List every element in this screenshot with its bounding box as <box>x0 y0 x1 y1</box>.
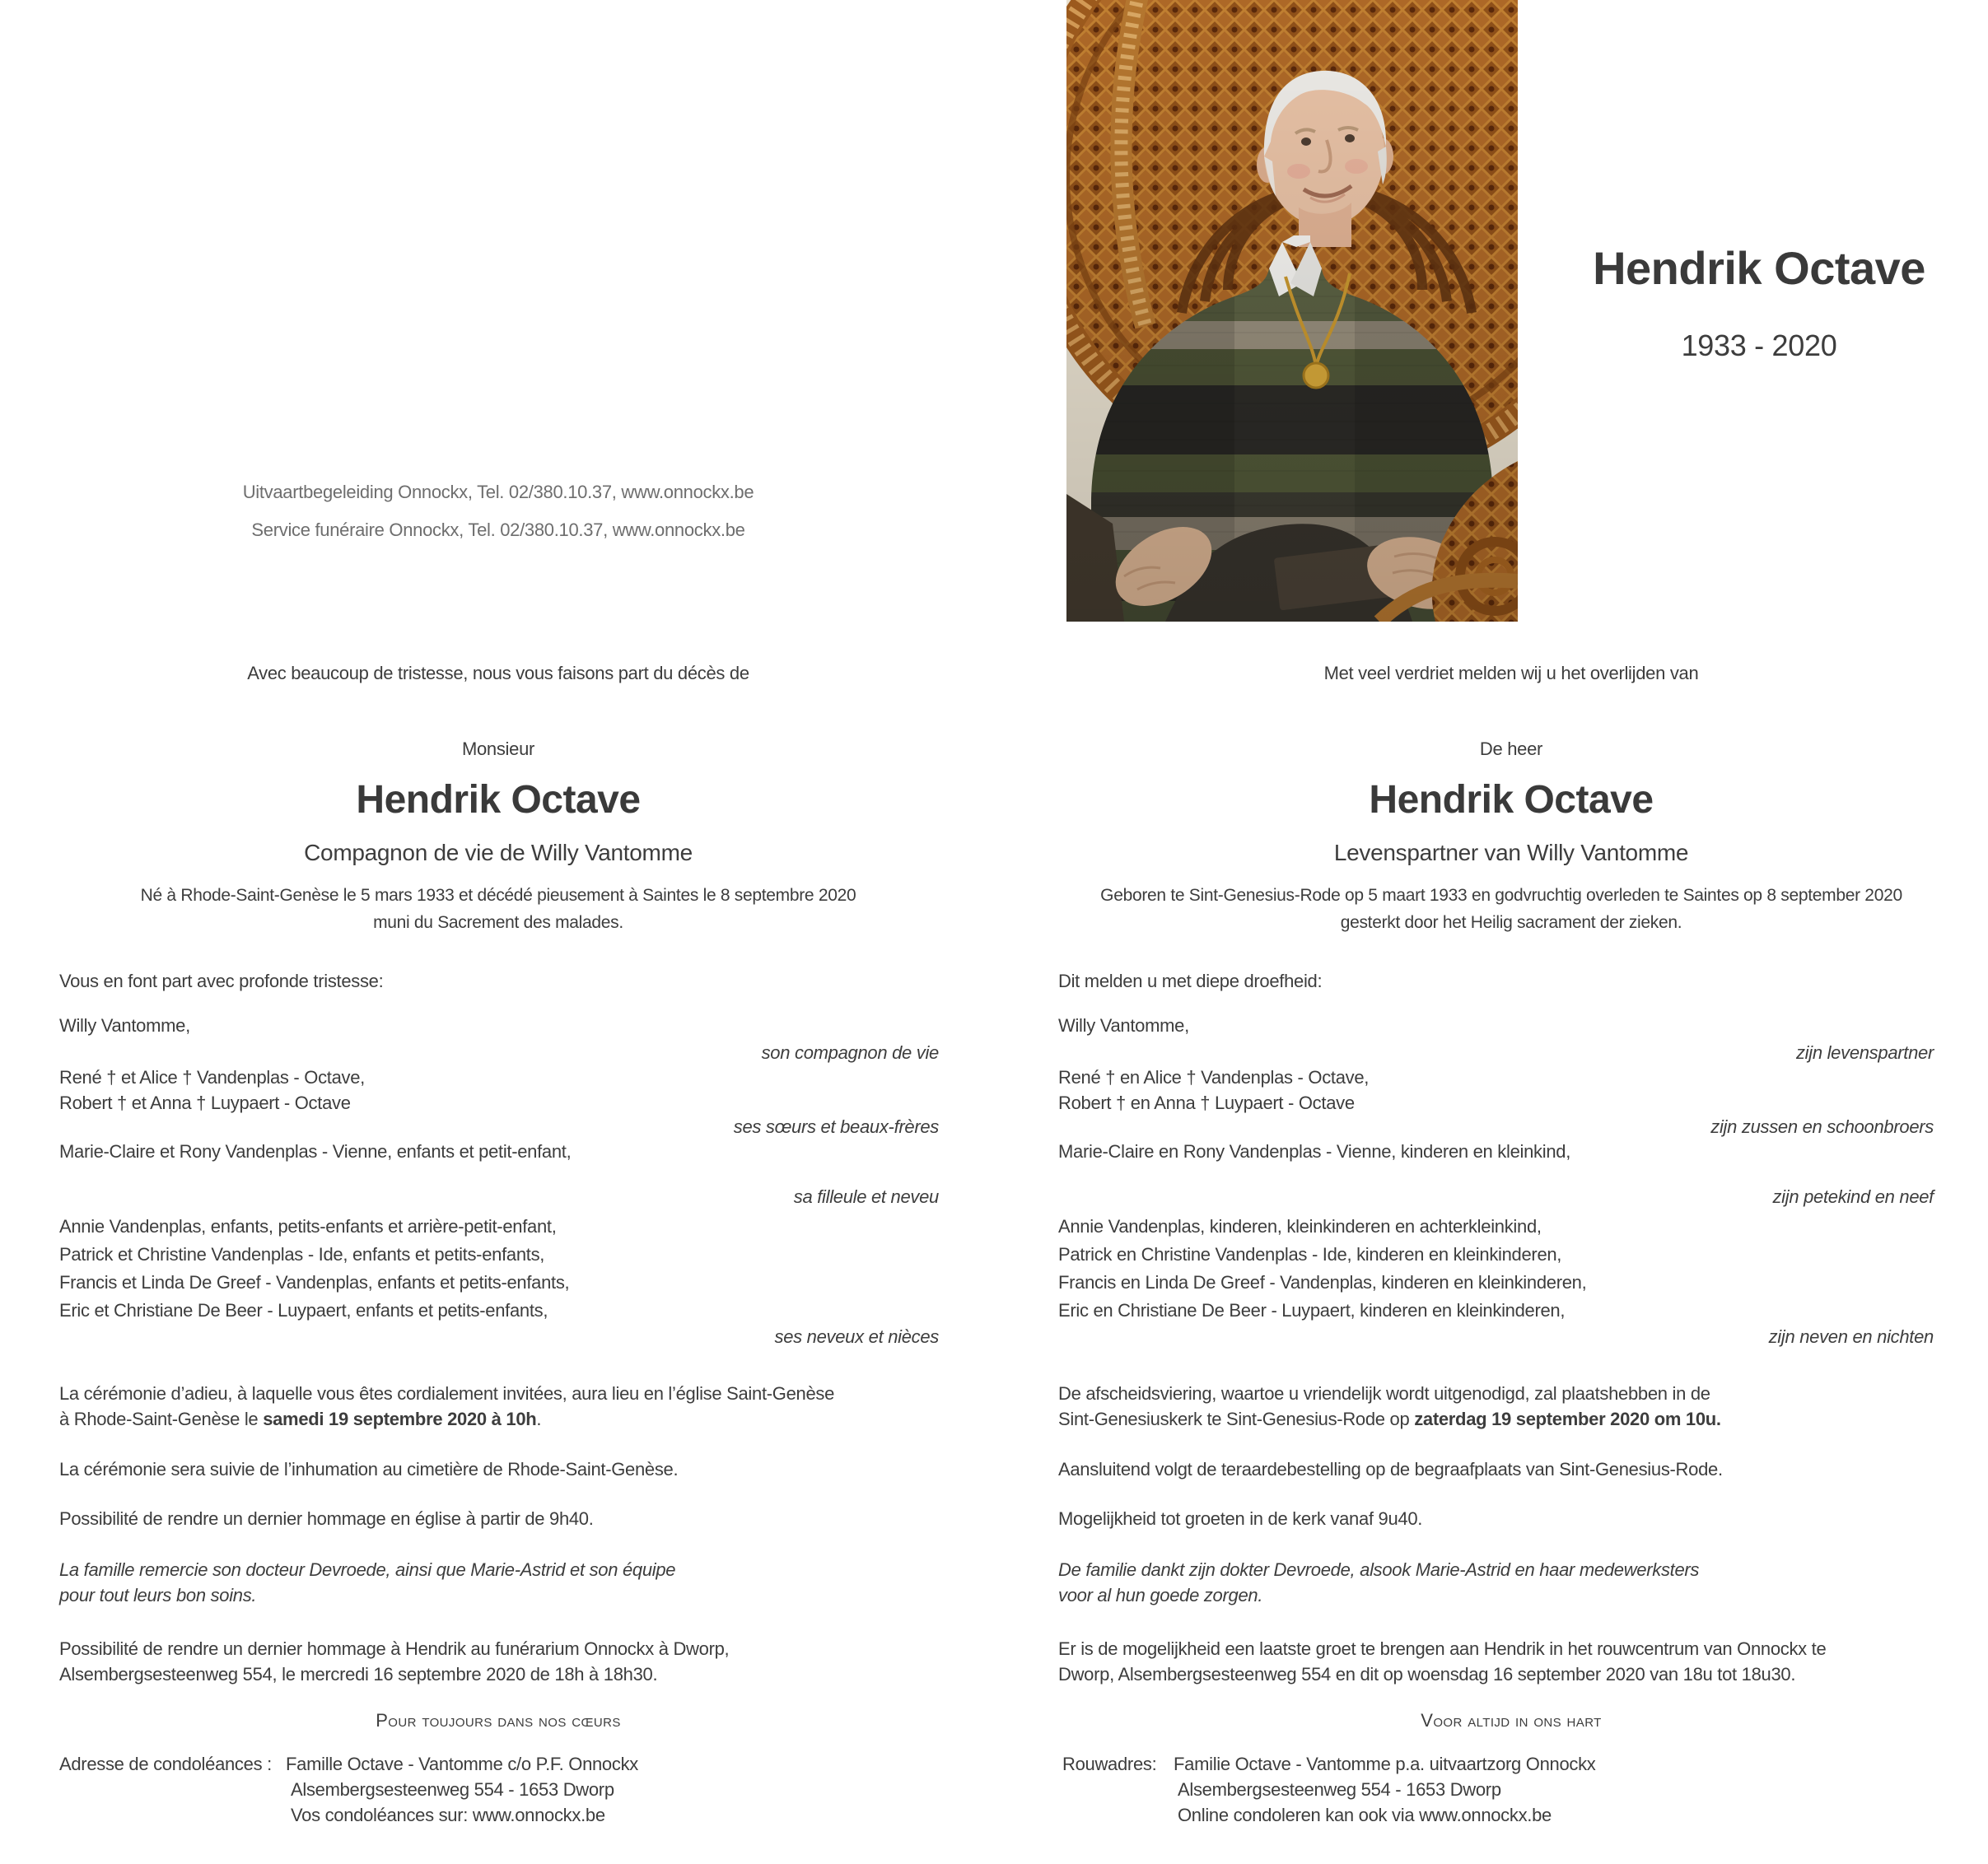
viewing-line-1: Er is de mogelijkheid een laatste groet te brengen aan Hendrik in het rouwcentrum van Onnockx te <box>1058 1638 1827 1659</box>
family-member: Robert † en Anna † Luypaert - Octave <box>1058 1093 1355 1113</box>
deceased-name: Hendrik Octave <box>1369 778 1654 822</box>
thanks-line-1: La famille remercie son docteur Devroede, ainsi que Marie-Astrid et son équipe <box>59 1559 676 1580</box>
salutation: De heer <box>1479 739 1543 759</box>
ceremony-line-2-prefix: à Rhode-Saint-Genèse le <box>59 1409 264 1429</box>
life-years: 1933 - 2020 <box>1681 329 1837 362</box>
motto-line: Pour toujours dans nos cœurs <box>376 1710 621 1731</box>
birth-death-line-2: gesterkt door het Heilig sacrament der zieken. <box>1340 913 1682 932</box>
family-member: Francis et Linda De Greef - Vandenplas, enfants et petits-enfants, <box>59 1272 570 1293</box>
family-member: Annie Vandenplas, kinderen, kleinkinderen en achterkleinkind, <box>1058 1216 1542 1237</box>
birth-death-line-1: Geboren te Sint-Genesius-Rode op 5 maart 1933 en godvruchtig overleden te Saintes op 8 september 2020 <box>1100 886 1902 905</box>
family-relation-label: zijn petekind en neef <box>1772 1186 1934 1207</box>
salutation: Monsieur <box>461 739 535 759</box>
condolence-line-1: Famille Octave - Vantomme c/o P.F. Onnockx <box>286 1754 638 1774</box>
viewing-line-1: Possibilité de rendre un dernier hommage à Hendrik au funérarium Onnockx à Dworp, <box>59 1638 730 1659</box>
family-member: Eric et Christiane De Beer - Luypaert, enfants et petits-enfants, <box>59 1300 548 1321</box>
thanks-line-1: De familie dankt zijn dokter Devroede, alsook Marie-Astrid en haar medewerksters <box>1058 1559 1700 1580</box>
condolence-line-1: Familie Octave - Vantomme p.a. uitvaartzorg Onnockx <box>1174 1754 1596 1774</box>
burial-line: Aansluitend volgt de teraardebestelling op de begraafplaats van Sint-Genesius-Rode. <box>1058 1459 1723 1480</box>
family-relation-label: son compagnon de vie <box>761 1042 939 1063</box>
condolence-label: Adresse de condoléances : <box>59 1754 272 1774</box>
ceremony-line-2-prefix: Sint-Genesiuskerk te Sint-Genesius-Rode op <box>1058 1409 1415 1429</box>
ceremony-line-2 <box>1058 1406 1721 1432</box>
announce-line: Vous en font part avec profonde tristesse: <box>59 971 384 991</box>
family-member: Patrick et Christine Vandenplas - Ide, enfants et petits-enfants, <box>59 1244 545 1265</box>
family-relation-label: ses sœurs et beaux-frères <box>733 1116 939 1137</box>
family-member: Marie-Claire en Rony Vandenplas - Vienne, kinderen en kleinkind, <box>1058 1141 1571 1162</box>
thanks-line-2: voor al hun goede zorgen. <box>1058 1585 1263 1605</box>
family-relation-label: zijn neven en nichten <box>1768 1326 1934 1347</box>
family-member: Francis en Linda De Greef - Vandenplas, kinderen en kleinkinderen, <box>1058 1272 1587 1293</box>
family-member: Eric en Christiane De Beer - Luypaert, kinderen en kleinkinderen, <box>1058 1300 1566 1321</box>
family-relation-label: zijn levenspartner <box>1795 1042 1934 1063</box>
ceremony-line-2-suffix: . <box>536 1409 542 1429</box>
thanks-line-2: pour tout leurs bon soins. <box>59 1585 257 1605</box>
motto-line: Voor altijd in ons hart <box>1421 1710 1602 1731</box>
relation-line: Levenspartner van Willy Vantomme <box>1333 840 1689 865</box>
ceremony-line-2 <box>59 1406 541 1432</box>
funeral-home-line-fr: Service funéraire Onnockx, Tel. 02/380.10.37, www.onnockx.be <box>251 520 745 540</box>
burial-line: La cérémonie sera suivie de l’inhumation au cimetière de Rhode-Saint-Genèse. <box>59 1459 679 1480</box>
portrait-illustration <box>1066 0 1518 622</box>
family-member: Annie Vandenplas, enfants, petits-enfants et arrière-petit-enfant, <box>59 1216 557 1237</box>
viewing-line-2: Dworp, Alsembergsesteenweg 554 en dit op woensdag 16 september 2020 van 18u tot 18u30. <box>1058 1664 1796 1685</box>
family-relation-label: sa filleule et neveu <box>793 1186 939 1207</box>
condolence-line-3: Vos condoléances sur: www.onnockx.be <box>291 1805 605 1825</box>
page-title-name: Hendrik Octave <box>1593 242 1925 294</box>
family-member: Willy Vantomme, <box>1058 1015 1189 1036</box>
ceremony-date-bold: samedi 19 septembre 2020 à 10h <box>263 1409 537 1429</box>
birth-death-line-2: muni du Sacrement des malades. <box>373 913 623 932</box>
portrait-photo <box>1066 0 1518 622</box>
family-member: René † en Alice † Vandenplas - Octave, <box>1058 1067 1370 1088</box>
condolence-line-2: Alsembergsesteenweg 554 - 1653 Dworp <box>291 1779 614 1800</box>
relation-line: Compagnon de vie de Willy Vantomme <box>304 840 693 865</box>
family-member: René † et Alice † Vandenplas - Octave, <box>59 1067 365 1088</box>
tribute-line: Possibilité de rendre un dernier hommage en église à partir de 9h40. <box>59 1508 594 1529</box>
condolence-line-3: Online condoleren kan ook via www.onnockx.be <box>1178 1805 1552 1825</box>
family-relation-label: zijn zussen en schoonbroers <box>1710 1116 1934 1137</box>
family-member: Robert † et Anna † Luypaert - Octave <box>59 1093 351 1113</box>
funeral-home-line-nl: Uitvaartbegeleiding Onnockx, Tel. 02/380.10.37, www.onnockx.be <box>242 482 754 502</box>
family-relation-label: ses neveux et nièces <box>774 1326 939 1347</box>
family-member: Patrick en Christine Vandenplas - Ide, kinderen en kleinkinderen, <box>1058 1244 1562 1265</box>
ceremony-line-1: La cérémonie d’adieu, à laquelle vous êtes cordialement invitées, aura lieu en l’église Saint-Genèse <box>59 1383 835 1404</box>
ceremony-line-1: De afscheidsviering, waartoe u vriendelijk wordt uitgenodigd, zal plaatshebben in de <box>1058 1383 1710 1404</box>
deceased-name: Hendrik Octave <box>356 778 641 822</box>
viewing-line-2: Alsembergsesteenweg 554, le mercredi 16 septembre 2020 de 18h à 18h30. <box>59 1664 658 1685</box>
announce-line: Dit melden u met diepe droefheid: <box>1058 971 1323 991</box>
condolence-line-2: Alsembergsesteenweg 554 - 1653 Dworp <box>1178 1779 1501 1800</box>
intro-line: Met veel verdriet melden wij u het overlijden van <box>1323 663 1699 683</box>
ceremony-date-bold: zaterdag 19 september 2020 om 10u. <box>1414 1409 1721 1429</box>
family-member: Willy Vantomme, <box>59 1015 190 1036</box>
condolence-label: Rouwadres: <box>1062 1754 1157 1774</box>
intro-line: Avec beaucoup de tristesse, nous vous faisons part du décès de <box>247 663 749 683</box>
family-member: Marie-Claire et Rony Vandenplas - Vienne, enfants et petit-enfant, <box>59 1141 572 1162</box>
tribute-line: Mogelijkheid tot groeten in de kerk vanaf 9u40. <box>1058 1508 1423 1529</box>
birth-death-line-1: Né à Rhode-Saint-Genèse le 5 mars 1933 et décédé pieusement à Saintes le 8 septembre 2020 <box>140 886 856 905</box>
